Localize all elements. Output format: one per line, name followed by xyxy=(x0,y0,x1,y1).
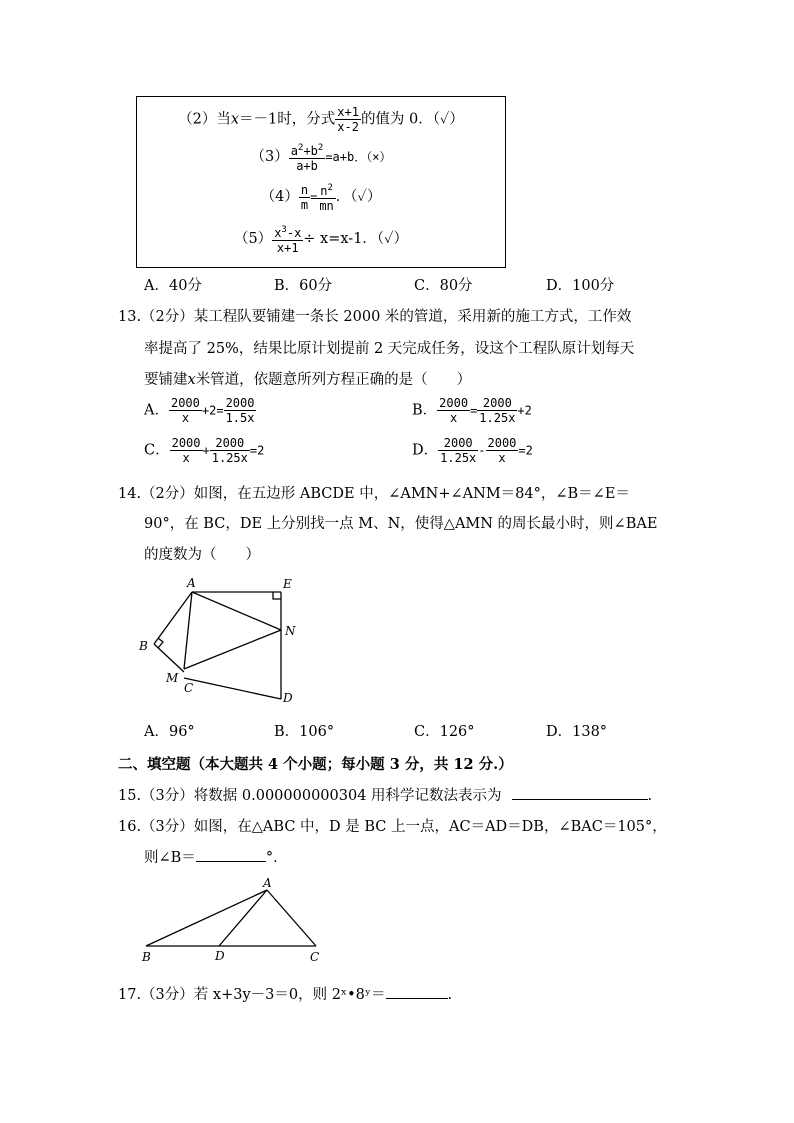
q14-option-d: D．138° xyxy=(546,724,608,740)
fraction xyxy=(169,396,202,425)
item-3-num-plus: +b xyxy=(303,144,318,158)
triangle-figure xyxy=(136,874,336,968)
q14-option-b: B．106° xyxy=(274,724,335,740)
q12-option-b: B．60分 xyxy=(274,278,333,294)
q13-option-a xyxy=(144,396,256,425)
item-4-numerator-1: n xyxy=(300,182,309,197)
denominator: x xyxy=(181,411,190,425)
q13-line-3-post: 米管道，依题意所列方程正确的是（ ） xyxy=(195,372,472,388)
segment-ad xyxy=(219,890,267,946)
q14-line-2: 90°，在 BC，DE 上分别找一点 M、N，使得△AMN 的周长最小时，则∠BAE xyxy=(144,516,658,532)
q14-option-a: A．96° xyxy=(144,724,195,740)
q13-line-2: 率提高了 25%，结果比原计划提前 2 天完成任务，设这个工程队原计划每天 xyxy=(144,341,635,357)
segment-ac xyxy=(267,890,316,946)
label-b: B xyxy=(139,639,148,653)
item-3-sup-1: 2 xyxy=(298,143,304,153)
answer-blank[interactable] xyxy=(386,998,448,999)
numerator: 2000 xyxy=(487,436,517,450)
label-d: D xyxy=(215,949,225,963)
q15-text: 15.（3分）将数据 0.000000000304 用科学记数法表示为 xyxy=(118,788,502,804)
q17-line xyxy=(118,983,452,1004)
operator: = xyxy=(470,403,478,418)
answer-blank[interactable] xyxy=(512,799,648,800)
q16-line-2-pre: 则∠B＝ xyxy=(144,850,196,866)
q14-line-3: 的度数为（ ） xyxy=(144,547,260,563)
option-label: C． xyxy=(144,442,170,459)
item-3-fraction xyxy=(289,141,326,173)
item-4-denominator-2: mn xyxy=(319,199,334,213)
q17-text: 17.（3分）若 x+3y－3＝0，则 2ˣ•8ʸ＝ xyxy=(118,987,386,1003)
item-5-prefix: （5） xyxy=(233,231,273,247)
numerator: 2000 xyxy=(225,396,255,410)
section-2-heading: 二、填空题（本大题共 4 个小题；每小题 3 分，共 12 分.） xyxy=(118,756,513,773)
q13-line-3-pre: 要铺建 xyxy=(144,372,188,388)
item-4-suffix: ．（ xyxy=(335,189,358,205)
item-4-close: ） xyxy=(366,189,382,205)
item-3-sup-2: 2 xyxy=(317,143,324,153)
label-n: N xyxy=(285,624,296,638)
item-3-num-a: a xyxy=(290,144,299,158)
fraction xyxy=(210,436,250,465)
tail: =2 xyxy=(249,443,265,458)
operator: +2= xyxy=(201,403,224,418)
check-icon: ✓ xyxy=(440,111,450,128)
q14-line-1: 14.（2分）如图，在五边形 ABCDE 中，∠AMN+∠ANM＝84°，∠B＝∠E＝ xyxy=(118,486,630,502)
q12-option-d: D．100分 xyxy=(546,278,615,294)
item-5-denominator: x+1 xyxy=(276,241,299,255)
label-c: C xyxy=(310,950,320,964)
label-m: M xyxy=(166,671,179,685)
q13-line-1: 13.（2分）某工程队要铺建一条长 2000 米的管道，采用新的施工方式，工作效 xyxy=(118,309,632,325)
item-4-fraction-1 xyxy=(299,183,310,212)
item-2-denominator: x-2 xyxy=(337,120,359,134)
numerator: 2000 xyxy=(170,396,200,410)
fraction xyxy=(437,396,470,425)
option-label: A． xyxy=(144,402,169,419)
box-item-4 xyxy=(137,181,505,213)
q13-var-x: x xyxy=(187,372,196,388)
item-2-fraction xyxy=(335,105,361,134)
segment-am xyxy=(184,592,192,669)
check-icon: ✓ xyxy=(384,231,394,247)
tail: =2 xyxy=(518,443,533,458)
item-2-mid: ＝－1时，分式 xyxy=(239,111,336,128)
label-e: E xyxy=(283,577,292,591)
item-2-close: ） xyxy=(449,111,464,128)
item-3-denominator: a+b xyxy=(296,159,318,173)
denominator: 1.25x xyxy=(211,451,248,465)
item-4-numerator-2 xyxy=(317,181,335,199)
item-3-suffix: =a+b．（×） xyxy=(325,150,392,164)
denominator: 1.25x xyxy=(440,451,477,465)
item-5-suffix: ÷ x=x-1．（ xyxy=(303,231,385,247)
denominator: x xyxy=(182,451,190,465)
item-4-prefix: （4） xyxy=(260,189,299,205)
q13-option-b xyxy=(412,396,532,425)
label-b: B xyxy=(142,950,151,964)
denominator: x xyxy=(449,411,458,425)
numerator: 2000 xyxy=(171,436,201,450)
operator: + xyxy=(202,443,210,458)
denominator: x xyxy=(498,451,506,465)
q15-line xyxy=(118,784,652,805)
pentagon-figure xyxy=(130,572,310,712)
item-4-num2-base: n xyxy=(320,184,328,198)
answer-blank[interactable] xyxy=(196,861,266,862)
right-angle-b xyxy=(158,638,163,648)
right-angle-e xyxy=(273,592,281,599)
q12-option-c: C．80分 xyxy=(414,278,473,294)
option-label: B． xyxy=(412,402,438,419)
item-4-equals: = xyxy=(310,190,318,204)
q12-option-a: A．40分 xyxy=(144,278,202,294)
numerator: 2000 xyxy=(210,436,250,451)
numerator: 2000 xyxy=(439,396,469,410)
label-c: C xyxy=(184,681,194,695)
numerator: 2000 xyxy=(438,436,478,451)
q16-line-2 xyxy=(144,846,288,867)
item-3-prefix: （3） xyxy=(250,149,289,165)
item-5-num-sup: 3 xyxy=(281,225,287,235)
label-d: D xyxy=(283,691,293,705)
denominator: 1.5x xyxy=(225,411,255,425)
item-3-numerator xyxy=(289,141,326,159)
denominator: 1.25x xyxy=(479,411,516,425)
fraction xyxy=(477,396,517,425)
box-item-2 xyxy=(137,105,505,134)
item-2-var: x xyxy=(230,111,240,128)
item-5-numerator xyxy=(272,223,303,241)
fraction xyxy=(486,436,519,465)
item-4-num2-sup: 2 xyxy=(327,183,333,193)
label-a: A xyxy=(263,876,272,890)
fraction xyxy=(170,436,203,465)
q13-option-d xyxy=(412,436,533,465)
fraction xyxy=(438,436,478,465)
q16-line-2-post: °． xyxy=(265,850,288,866)
item-5-fraction xyxy=(272,223,303,255)
q14-option-c: C．126° xyxy=(414,724,475,740)
item-5-close: ） xyxy=(393,231,409,247)
item-4-denominator-1: m xyxy=(300,197,309,212)
q13-line-3 xyxy=(144,368,471,389)
q17-end: . xyxy=(447,987,453,1003)
item-5-num-base: x xyxy=(274,226,282,240)
item-2-numerator: x+1 xyxy=(337,105,359,119)
segment-mn xyxy=(184,630,281,669)
answer-box xyxy=(136,96,506,268)
segment-ab xyxy=(146,890,267,946)
edge-dc xyxy=(184,678,281,699)
q16-line-1: 16.（3分）如图，在△ABC 中，D 是 BC 上一点，AC＝AD＝DB，∠BAC＝105°， xyxy=(118,819,667,835)
check-icon: ✓ xyxy=(357,189,367,205)
box-item-3 xyxy=(137,141,505,173)
label-a: A xyxy=(187,576,196,590)
q13-option-c xyxy=(144,436,264,465)
edge-ab xyxy=(154,592,192,644)
item-5-num-rest: -x xyxy=(286,226,302,240)
segment-an xyxy=(192,592,281,630)
option-label: D． xyxy=(412,442,439,459)
fraction xyxy=(224,396,257,425)
tail: +2 xyxy=(517,403,532,418)
q15-end: . xyxy=(647,788,653,804)
item-4-fraction-2 xyxy=(317,181,335,213)
numerator: 2000 xyxy=(477,396,517,411)
box-item-5 xyxy=(137,223,505,255)
item-2-prefix: （2）当 xyxy=(178,111,231,128)
operator: - xyxy=(478,443,486,458)
item-2-suffix: 的值为 0．（ xyxy=(360,111,441,128)
